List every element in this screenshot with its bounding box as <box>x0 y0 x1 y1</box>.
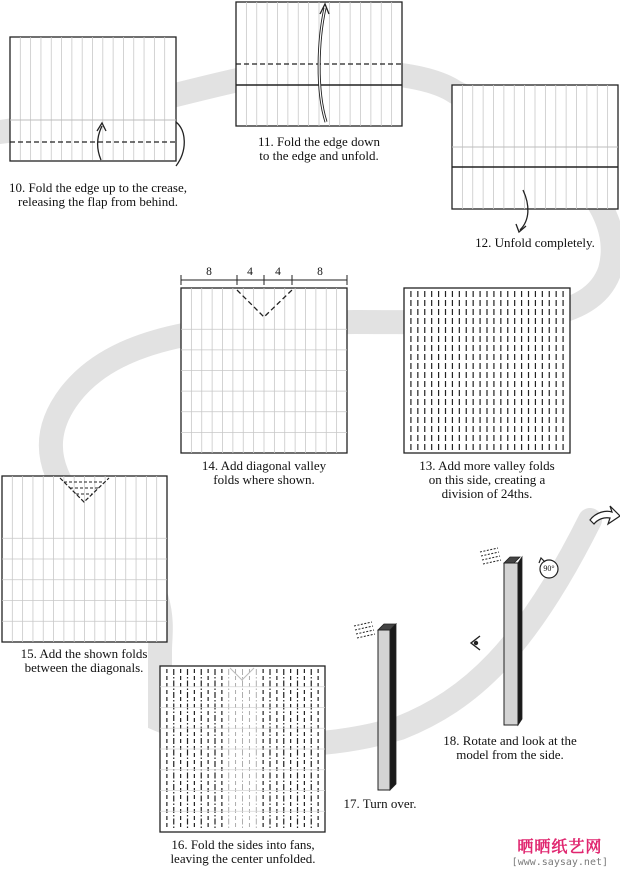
measurement-label: 8 <box>206 266 212 278</box>
step-18-caption: 18. Rotate and look at the model from the side. <box>443 733 577 762</box>
step-16-caption: 16. Fold the sides into fans, leaving the center unfolded. <box>170 837 316 866</box>
measurement-label: 4 <box>247 266 253 278</box>
logo-text: 晒晒纸艺网 <box>517 837 603 856</box>
step-17-caption: 17. Turn over. <box>343 796 417 811</box>
logo-url: [www.saysay.net] <box>511 857 608 868</box>
eye-icon <box>471 636 480 650</box>
step-13-paper <box>404 288 570 453</box>
step-16-paper <box>160 666 325 832</box>
step-11-caption: 11. Fold the edge down to the edge and unfold. <box>258 134 380 163</box>
fan-pleats-icon <box>480 548 501 564</box>
step-10-caption: 10. Fold the edge up to the crease, releasing the flap from behind. <box>9 180 187 209</box>
step-10-paper <box>10 37 184 166</box>
step-14-caption: 14. Add diagonal valley folds where shown. <box>201 458 327 487</box>
rotation-label: 90° <box>543 564 555 573</box>
measurement-label: 4 <box>275 266 281 278</box>
turn-over-arrow-icon <box>590 506 620 524</box>
step-14-paper <box>181 288 347 453</box>
fan-pleats-icon <box>354 622 375 638</box>
step-13-caption: 13. Add more valley folds on this side, creating a division of 24ths. <box>419 458 555 501</box>
step-11-paper <box>236 2 402 126</box>
step-17-model <box>354 622 396 790</box>
site-logo <box>512 834 608 868</box>
step-15-paper <box>2 476 167 642</box>
step-12-caption: 12. Unfold completely. <box>475 235 595 250</box>
measurement-label: 8 <box>317 266 323 278</box>
step-15-caption: 15. Add the shown folds between the diagonals. <box>20 646 148 675</box>
step-18-model <box>471 548 558 725</box>
